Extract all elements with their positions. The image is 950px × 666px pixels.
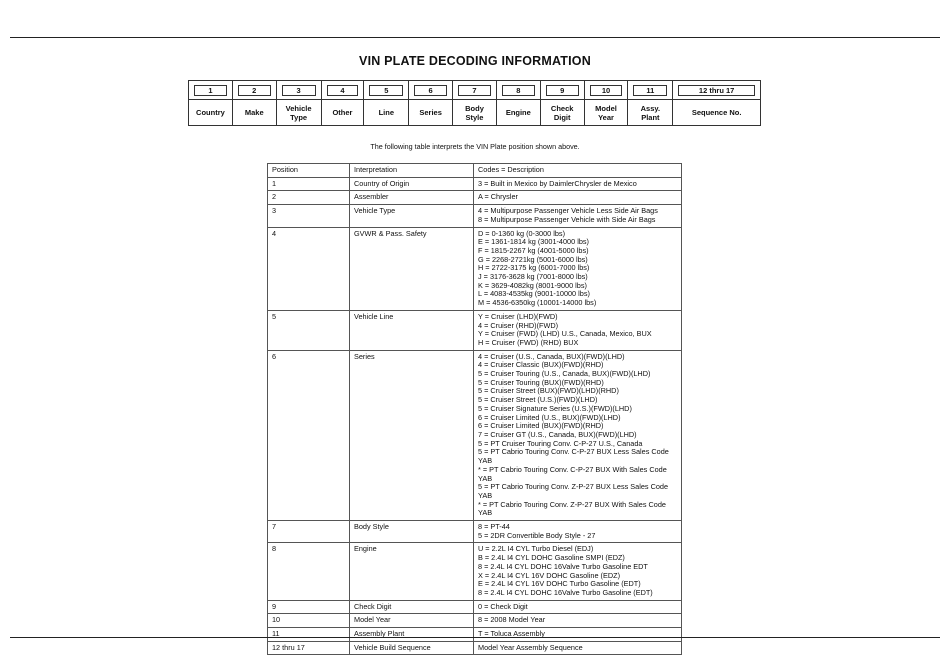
vin-column bbox=[497, 81, 541, 125]
table-row bbox=[268, 227, 682, 310]
vin-position-label: Country bbox=[189, 99, 232, 125]
table-row bbox=[268, 628, 682, 642]
cell-codes: T = Toluca Assembly bbox=[474, 628, 682, 642]
vin-position-number: 5 bbox=[369, 85, 403, 96]
cell-position: 10 bbox=[268, 614, 350, 628]
table-row bbox=[268, 205, 682, 227]
vin-position-label: Check Digit bbox=[541, 99, 584, 125]
vin-column bbox=[541, 81, 585, 125]
cell-codes: 4 = Cruiser (U.S., Canada, BUX)(FWD)(LHD) 4 = Cruiser Classic (BUX)(FWD)(RHD) 5 = Cruiser Touring (U.S., Canada, BUX)(FWD)(LHD) 5 = Cruiser Touring (BUX)(FWD)(RHD) 5 = Cruiser Street (BUX)(FWD)(LHD)(RHD) 5 = Cruiser Street (U.S.)(FWD)(LHD) 5 = Cruiser Signature Series (U.S.)(FWD)(LHD) 6 = Cruiser Limited (U.S., BUX)(FWD)(LHD) 6 = Cruiser Limited (BUX)(FWD)(RHD) 7 = Cruiser GT (U.S., Canada, BUX)(FWD)(LHD) 5 = PT Cruiser Touring Conv. C-P-27 U.S., Canada 5 = PT Cabrio Touring Conv. C-P-27 BUX Less Sales Code YAB * = PT Cabrio Touring Conv. C-P-27 BUX With Sales Code YAB 5 = PT Cabrio Touring Conv. Z-P-27 BUX Less Sales Code YAB * = PT Cabrio Touring Conv. Z-P-27 BUX With Sales Code YAB bbox=[474, 350, 682, 520]
vin-position-number: 1 bbox=[194, 85, 227, 96]
header-codes: Codes = Description bbox=[474, 164, 682, 178]
vin-position-label: Make bbox=[233, 99, 276, 125]
vin-column bbox=[233, 81, 277, 125]
vin-position-number: 7 bbox=[458, 85, 491, 96]
cell-position: 9 bbox=[268, 600, 350, 614]
cell-position: 1 bbox=[268, 177, 350, 191]
vin-position-label: Line bbox=[364, 99, 408, 125]
vin-position-label: Assy. Plant bbox=[628, 99, 672, 125]
vin-position-label: Vehicle Type bbox=[277, 99, 321, 125]
cell-codes: 8 = 2008 Model Year bbox=[474, 614, 682, 628]
decoding-table-wrapper bbox=[267, 163, 681, 652]
cell-codes: Y = Cruiser (LHD)(FWD) 4 = Cruiser (RHD)(FWD) Y = Cruiser (FWD) (LHD) U.S., Canada, Mexico, BUX H = Cruiser (FWD) (RHD) BUX bbox=[474, 310, 682, 350]
vin-column bbox=[453, 81, 497, 125]
vin-position-label: Other bbox=[322, 99, 364, 125]
cell-position: 2 bbox=[268, 191, 350, 205]
cell-position: 6 bbox=[268, 350, 350, 520]
bottom-rule bbox=[10, 637, 940, 638]
cell-interpretation: Body Style bbox=[350, 521, 474, 543]
vin-position-number: 2 bbox=[238, 85, 271, 96]
cell-codes: Model Year Assembly Sequence bbox=[474, 641, 682, 655]
vin-position-number: 9 bbox=[546, 85, 579, 96]
page-title: VIN PLATE DECODING INFORMATION bbox=[359, 54, 591, 68]
table-header-row bbox=[268, 164, 682, 178]
vin-column bbox=[409, 81, 453, 125]
vin-column bbox=[364, 81, 409, 125]
vin-column bbox=[189, 81, 233, 125]
vin-position-number: 8 bbox=[502, 85, 535, 96]
vin-position-number: 4 bbox=[327, 85, 359, 96]
table-row bbox=[268, 614, 682, 628]
vin-column bbox=[322, 81, 365, 125]
cell-interpretation: Vehicle Line bbox=[350, 310, 474, 350]
table-row bbox=[268, 641, 682, 655]
header-position: Position bbox=[268, 164, 350, 178]
vin-position-grid bbox=[188, 80, 761, 126]
cell-position: 12 thru 17 bbox=[268, 641, 350, 655]
cell-codes: 4 = Multipurpose Passenger Vehicle Less Side Air Bags 8 = Multipurpose Passenger Vehicle with Side Air Bags bbox=[474, 205, 682, 227]
table-caption: The following table interprets the VIN Plate position shown above. bbox=[370, 142, 580, 151]
vin-position-number: 11 bbox=[633, 85, 667, 96]
table-row bbox=[268, 177, 682, 191]
table-row bbox=[268, 600, 682, 614]
cell-interpretation: Check Digit bbox=[350, 600, 474, 614]
vin-column bbox=[673, 81, 760, 125]
cell-position: 5 bbox=[268, 310, 350, 350]
vin-position-label: Series bbox=[409, 99, 452, 125]
table-row bbox=[268, 191, 682, 205]
table-row bbox=[268, 521, 682, 543]
cell-codes: A = Chrysler bbox=[474, 191, 682, 205]
cell-interpretation: Assembly Plant bbox=[350, 628, 474, 642]
cell-position: 3 bbox=[268, 205, 350, 227]
cell-codes: 8 = PT-44 5 = 2DR Convertible Body Style - 27 bbox=[474, 521, 682, 543]
cell-position: 8 bbox=[268, 543, 350, 600]
vin-position-label: Engine bbox=[497, 99, 540, 125]
table-row bbox=[268, 350, 682, 520]
top-rule bbox=[10, 37, 940, 38]
vin-position-number: 10 bbox=[590, 85, 623, 96]
cell-position: 11 bbox=[268, 628, 350, 642]
vin-position-number: 3 bbox=[282, 85, 316, 96]
cell-codes: 3 = Built in Mexico by DaimlerChrysler de Mexico bbox=[474, 177, 682, 191]
decoding-table bbox=[267, 163, 682, 655]
vin-position-number: 12 thru 17 bbox=[678, 85, 755, 96]
cell-interpretation: Model Year bbox=[350, 614, 474, 628]
cell-interpretation: Engine bbox=[350, 543, 474, 600]
vin-column bbox=[277, 81, 322, 125]
cell-interpretation: Vehicle Type bbox=[350, 205, 474, 227]
cell-interpretation: Assembler bbox=[350, 191, 474, 205]
vin-position-label: Body Style bbox=[453, 99, 496, 125]
vin-column bbox=[585, 81, 629, 125]
cell-codes: D = 0-1360 kg (0-3000 lbs) E = 1361-1814 kg (3001-4000 lbs) F = 1815-2267 kg (4001-5000 lbs) G = 2268-2721kg (5001-6000 lbs) H = 2722-3175 kg (6001-7000 lbs) J = 3176-3628 kg (7001-8000 lbs) K = 3629-4082kg (8001-9000 lbs) L = 4083-4535kg (9001-10000 lbs) M = 4536-6350kg (10001-14000 lbs) bbox=[474, 227, 682, 310]
table-row bbox=[268, 310, 682, 350]
table-row bbox=[268, 543, 682, 600]
cell-interpretation: Country of Origin bbox=[350, 177, 474, 191]
vin-position-number: 6 bbox=[414, 85, 447, 96]
cell-position: 7 bbox=[268, 521, 350, 543]
vin-column bbox=[628, 81, 673, 125]
cell-position: 4 bbox=[268, 227, 350, 310]
vin-position-label: Model Year bbox=[585, 99, 628, 125]
cell-interpretation: Vehicle Build Sequence bbox=[350, 641, 474, 655]
cell-codes: 0 = Check Digit bbox=[474, 600, 682, 614]
cell-interpretation: Series bbox=[350, 350, 474, 520]
vin-position-label: Sequence No. bbox=[673, 99, 760, 125]
cell-codes: U = 2.2L I4 CYL Turbo Diesel (EDJ) B = 2.4L I4 CYL DOHC Gasoline SMPI (EDZ) 8 = 2.4L I4 CYL DOHC 16Valve Turbo Gasoline EDT X = 2.4L I4 CYL 16V DOHC Gasoline (EDZ) E = 2.4L I4 CYL 16V DOHC Turbo Gasoline (EDT) 8 = 2.4L I4 CYL DOHC 16Valve Turbo Gasoline (EDT) bbox=[474, 543, 682, 600]
header-interpretation: Interpretation bbox=[350, 164, 474, 178]
cell-interpretation: GVWR & Pass. Safety bbox=[350, 227, 474, 310]
